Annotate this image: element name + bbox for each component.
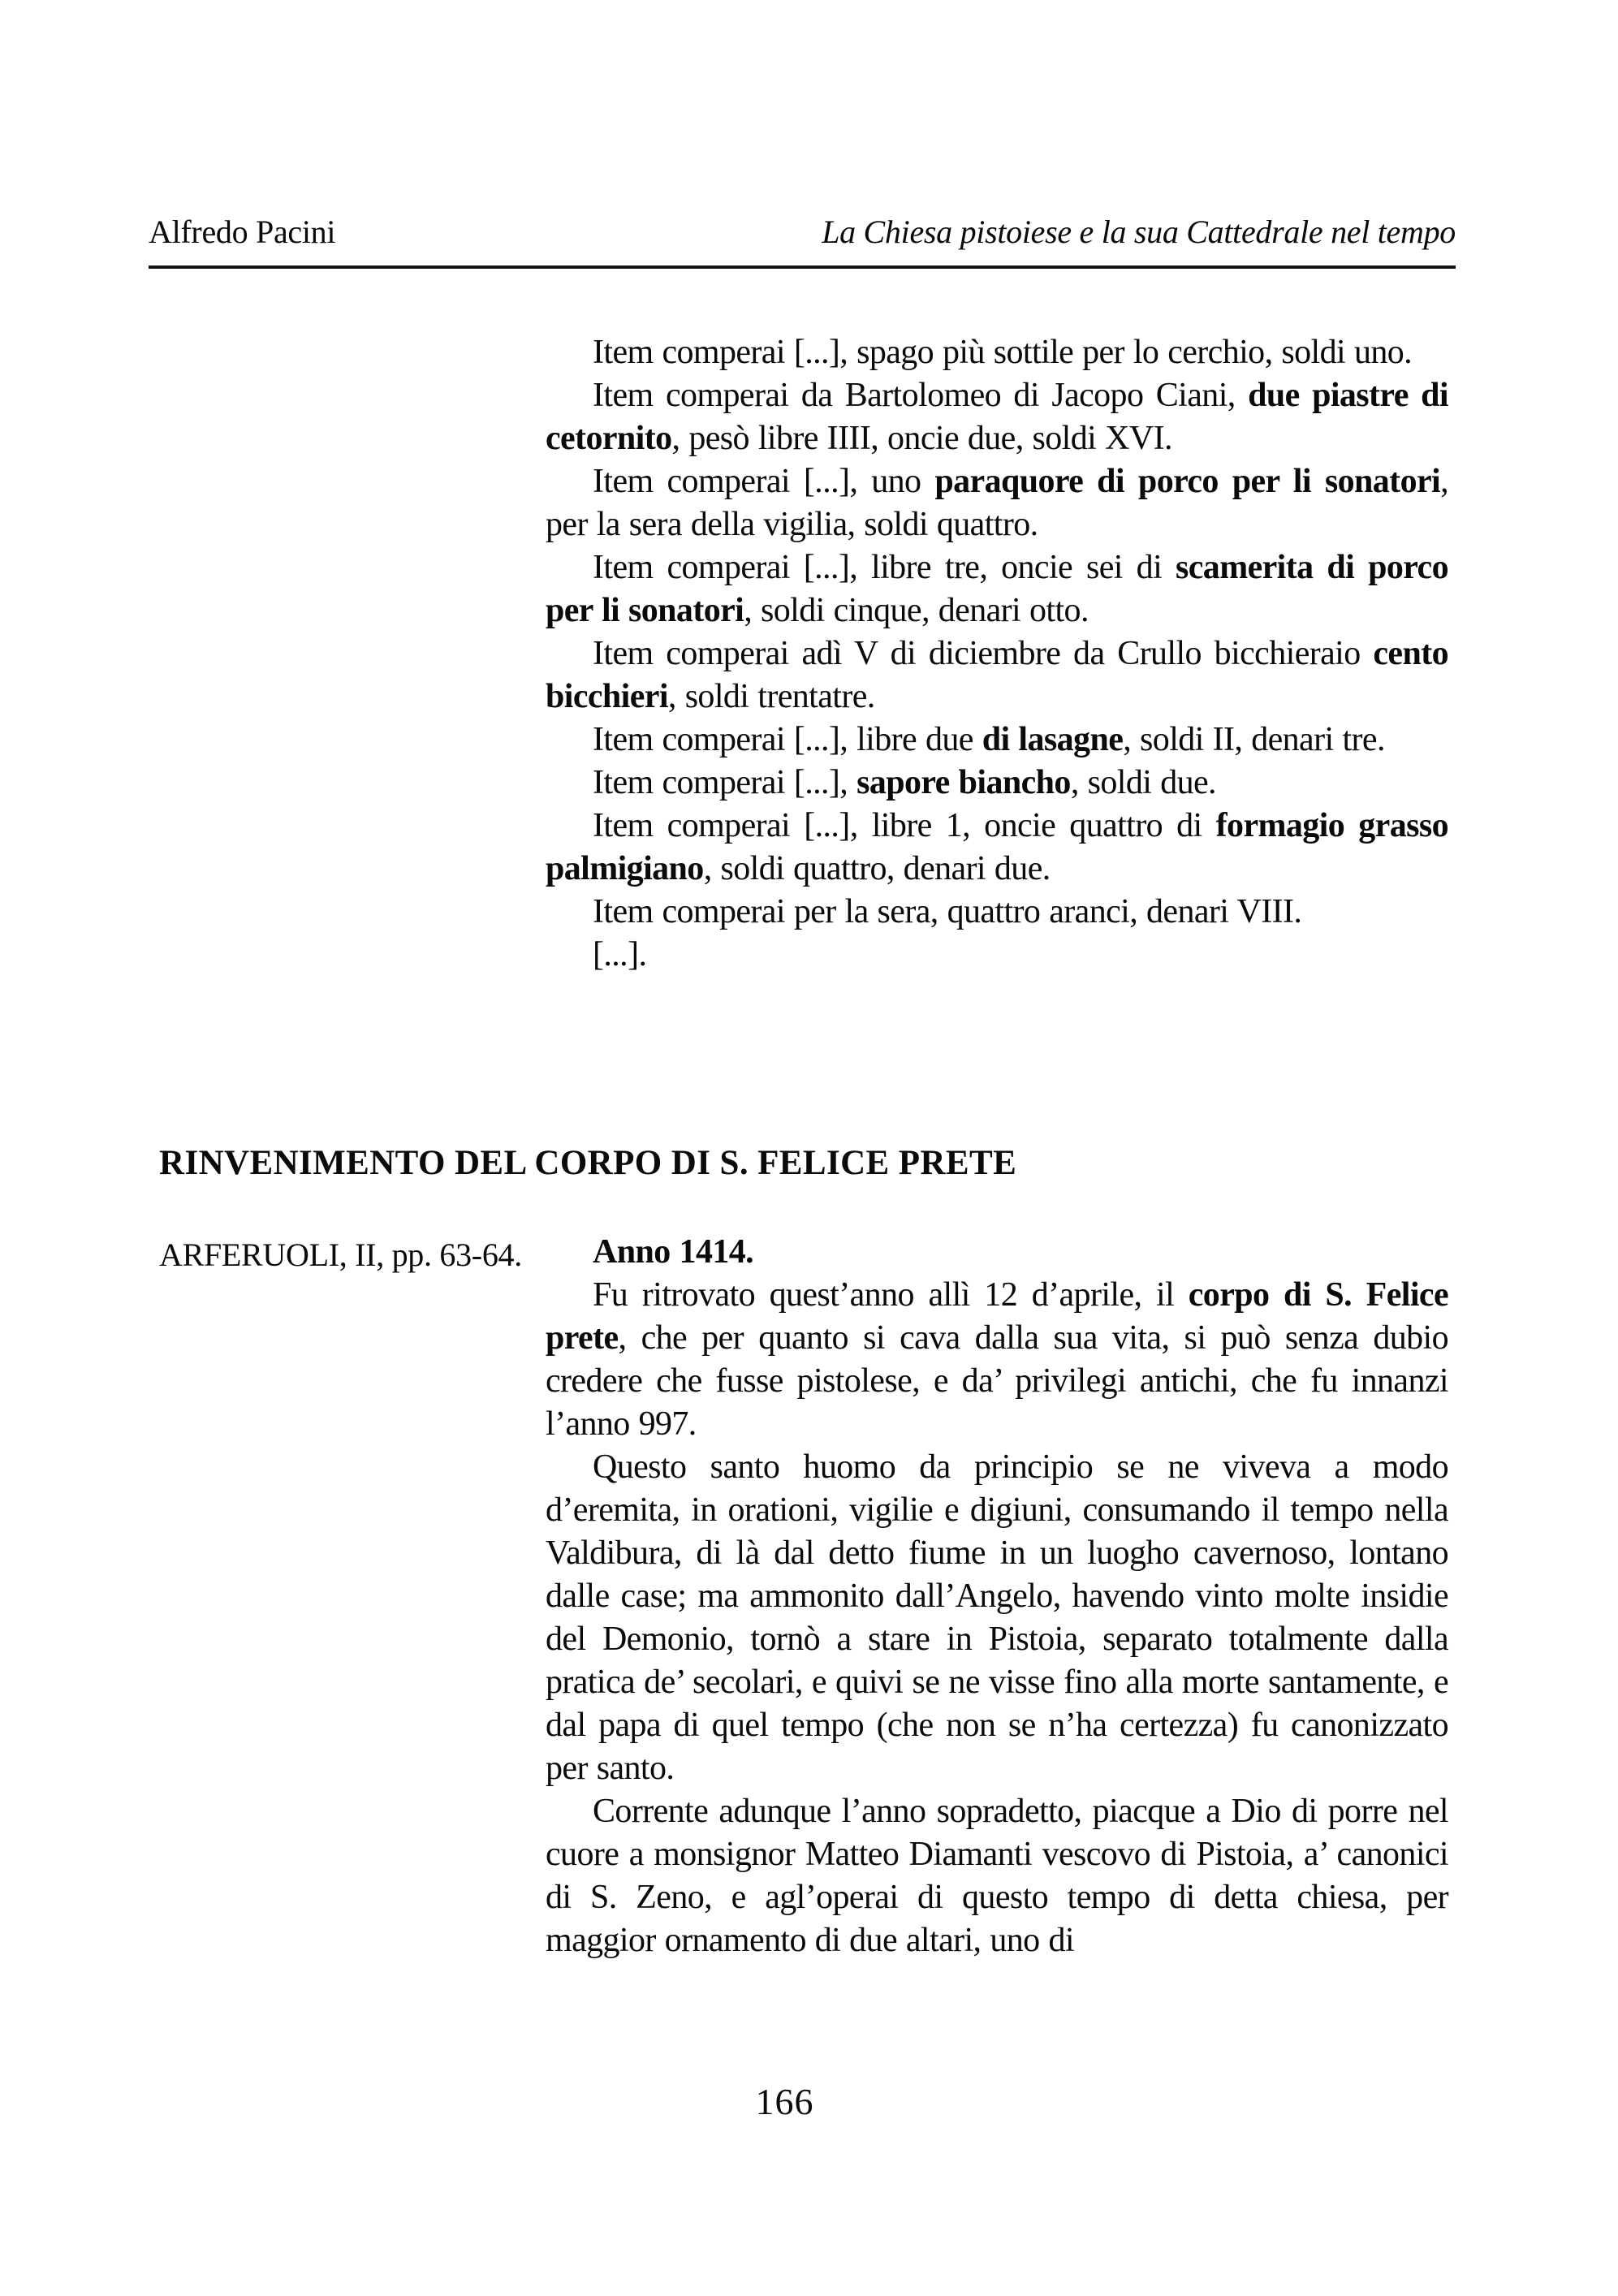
text-run-bold: scamerita di porco per li sonatori xyxy=(546,549,1448,629)
page-number: 166 xyxy=(755,2081,814,2122)
text-run: , soldi quattro, denari due. xyxy=(703,850,1051,887)
text-run-bold: corpo di S. Felice prete xyxy=(546,1276,1448,1357)
text-run-bold: Anno 1414. xyxy=(593,1233,754,1271)
paragraph xyxy=(546,460,1448,546)
text-run: , soldi trentatre. xyxy=(667,678,875,715)
paragraph xyxy=(546,546,1448,632)
text-run: Item comperai [...], uno xyxy=(593,463,935,500)
quote-block xyxy=(546,331,1448,977)
paragraph xyxy=(546,1274,1448,1446)
text-run: Item comperai per la sera, quattro aranci, denari VIII. xyxy=(593,893,1302,930)
paragraph xyxy=(546,1790,1448,1962)
paragraph xyxy=(546,331,1448,374)
text-run: Fu ritrovato quest’anno allì 12 d’aprile, il xyxy=(593,1276,1189,1314)
text-run: Item comperai [...], libre tre, oncie sei di xyxy=(593,549,1176,586)
source-reference: ARFERUOLI, II, pp. 63-64. xyxy=(159,1236,522,1273)
text-run: , soldi cinque, denari otto. xyxy=(744,592,1089,629)
text-run: , pesò libre IIII, oncie due, soldi XVI. xyxy=(671,420,1172,457)
text-run-bold: sapore biancho xyxy=(856,764,1071,801)
text-run-bold: cento bicchieri xyxy=(546,635,1448,715)
text-run: , per la sera della vigilia, soldi quattro. xyxy=(546,463,1448,543)
text-run: Item comperai [...], spago più sottile per lo cerchio, soldi uno. xyxy=(593,334,1413,371)
text-run: Item comperai da Bartolomeo di Jacopo Ciani, xyxy=(593,377,1249,414)
paragraph xyxy=(546,374,1448,460)
text-run-bold: due piastre di cetornito xyxy=(546,377,1449,457)
text-run: Item comperai [...], libre due xyxy=(593,721,982,758)
paragraph xyxy=(546,891,1448,934)
text-run: , soldi II, denari tre. xyxy=(1123,721,1385,758)
page-header xyxy=(149,213,1456,269)
section-heading: RINVENIMENTO DEL CORPO DI S. FELICE PRETE xyxy=(159,1144,1017,1182)
header-running-title: La Chiesa pistoiese e la sua Cattedrale nel tempo xyxy=(822,214,1456,250)
text-run-bold: paraquore di porco per li sonatori xyxy=(934,463,1441,500)
text-run-bold: formagio grasso palmigiano xyxy=(546,807,1448,887)
text-run: , soldi due. xyxy=(1070,764,1216,801)
paragraph xyxy=(546,1231,1448,1274)
text-run: , che per quanto si cava dalla sua vita, si può senza dubio credere che fusse pistolese, e da’ privilegi antichi, che fu innanzi l’anno 997. xyxy=(546,1319,1448,1443)
text-run: Item comperai [...], libre 1, oncie quattro di xyxy=(593,807,1216,844)
paragraph xyxy=(546,762,1448,805)
text-run: Item comperai [...], xyxy=(593,764,857,801)
text-run: Corrente adunque l’anno sopradetto, piacque a Dio di porre nel cuore a monsignor Matteo Diamanti vescovo di Pistoia, a’ canonici di S. Zeno, e agl’operai di questo tempo di detta chiesa, per maggior ornamento di due altari, uno di xyxy=(546,1793,1448,1959)
paragraph xyxy=(546,1446,1448,1790)
paragraph xyxy=(546,934,1448,977)
paragraph xyxy=(546,805,1448,891)
text-run: Item comperai adì V di diciembre da Crullo bicchieraio xyxy=(593,635,1374,672)
paragraph xyxy=(546,719,1448,762)
section-body xyxy=(546,1231,1448,1962)
text-run: Questo santo huomo da principio se ne viveva a modo d’eremita, in orationi, vigilie e digiuni, consumando il tempo nella Valdibura, di là dal detto fiume in un luogho cavernoso, lontano dalle case; ma ammonito dall’Angelo, havendo vinto molte insidie del Demonio, tornò a stare in Pistoia, separato totalmente dalla pratica de’ secolari, e quivi se ne visse fino alla morte santamente, e dal papa di quel tempo (che non se n’ha certezza) fu canonizzato per santo. xyxy=(546,1448,1448,1787)
paragraph xyxy=(546,632,1448,719)
text-run: [...]. xyxy=(593,936,647,973)
header-author: Alfredo Pacini xyxy=(149,214,336,250)
text-run-bold: di lasagne xyxy=(982,721,1124,758)
